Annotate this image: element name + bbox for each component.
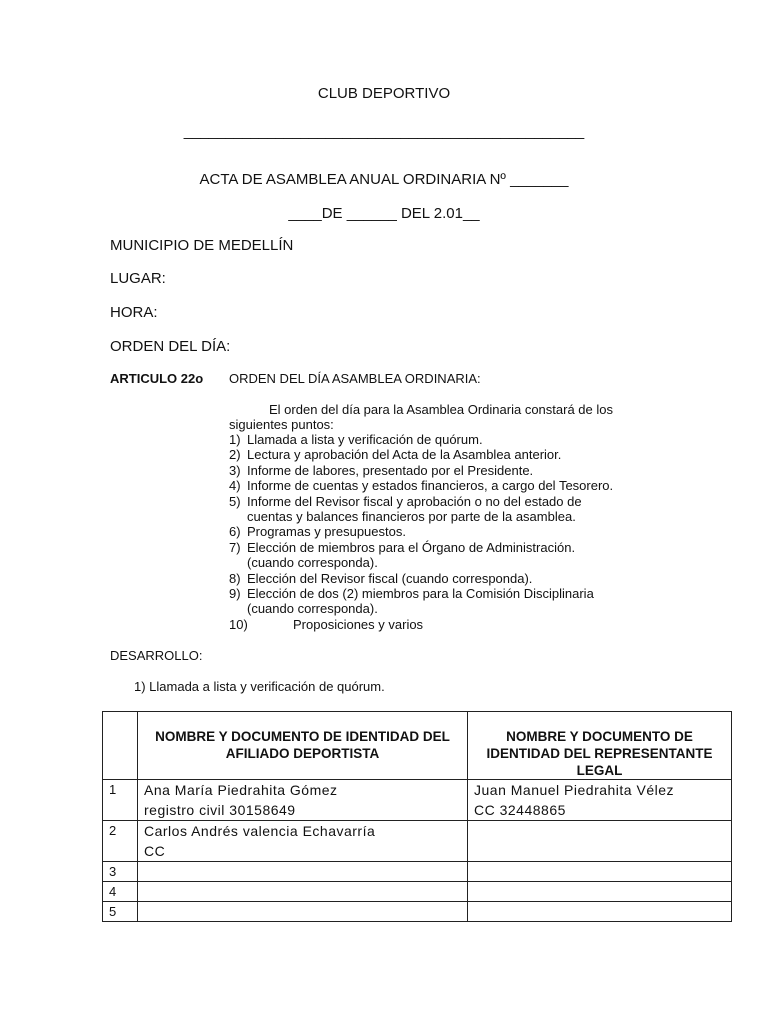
agenda-item-text: Elección del Revisor fiscal (cuando corresponda). [247,570,533,586]
representante-document: CC 32448865 [474,802,566,818]
agenda-item-text: Programas y presupuestos. [247,524,406,540]
afiliado-cell [138,902,468,922]
row-number: 4 [103,882,138,902]
afiliado-document: registro civil 30158649 [144,802,296,818]
attendance-table [102,711,732,922]
club-name-blank: ________________________________________________ [183,123,585,140]
hora-field: HORA: [110,304,158,321]
representante-cell [468,902,732,922]
acta-date-line: ____DE ______ DEL 2.01__ [288,205,480,222]
agenda-item-text: Elección de miembros para el Órgano de Administración. [247,539,576,555]
agenda-item-continuation: (cuando corresponda). [247,555,378,571]
agenda-item-num: 3) [229,462,241,478]
agenda-item-text: Lectura y aprobación del Acta de la Asamblea anterior. [247,447,562,463]
agenda-list [229,432,613,632]
acta-title: ACTA DE ASAMBLEA ANUAL ORDINARIA Nº _______ [199,171,569,188]
agenda-item-text: Informe del Revisor fiscal y aprobación o no del estado de [247,493,582,509]
afiliado-cell [138,882,468,902]
agenda-item-num: 5) [229,493,241,509]
representante-cell [468,862,732,882]
afiliado-name: Carlos Andrés valencia Echavarría [144,823,376,839]
row-number: 1 [103,780,138,821]
municipio-field: MUNICIPIO DE MEDELLÍN [110,237,294,254]
agenda-item-num: 7) [229,539,241,555]
articulo-intro: El orden del día para la Asamblea Ordinaria constará de los [269,402,613,417]
agenda-item-text: Proposiciones y varios [293,616,424,632]
row-number: 2 [103,821,138,862]
representante-cell [468,882,732,902]
agenda-item-num: 4) [229,478,241,494]
agenda-item-continuation: cuentas y balances financieros por parte de la asamblea. [247,509,576,525]
afiliado-cell [138,821,468,862]
table-header-num [103,712,138,780]
agenda-item-text: Llamada a lista y verificación de quórum. [247,432,483,447]
agenda-item-continuation: (cuando corresponda). [247,601,378,617]
articulo-label: ARTICULO 22o [110,371,204,386]
agenda-item [229,478,613,493]
agenda-item-num: 8) [229,570,241,586]
agenda-item-num: 10) [229,616,248,632]
agenda-item [229,571,613,586]
agenda-item [229,463,613,478]
orden-del-dia-field: ORDEN DEL DÍA: [110,338,231,355]
articulo-title: ORDEN DEL DÍA ASAMBLEA ORDINARIA: [229,371,481,386]
afiliado-name: Ana María Piedrahita Gómez [144,782,338,798]
afiliado-cell [138,862,468,882]
agenda-item [229,586,613,617]
agenda-item-num: 2) [229,447,241,463]
agenda-item-num: 6) [229,524,241,540]
row-number: 5 [103,902,138,922]
club-title: CLUB DEPORTIVO [317,85,451,102]
agenda-item-text: Informe de cuentas y estados financieros, a cargo del Tesorero. [247,478,614,494]
agenda-item-num: 9) [229,586,241,602]
row-number: 3 [103,862,138,882]
table-row [103,902,732,922]
articulo-intro-cont: siguientes puntos: [229,417,334,432]
table-header-representante: NOMBRE Y DOCUMENTO DE IDENTIDAD DEL REPRESENTANTE LEGAL [468,712,732,780]
table-row [103,862,732,882]
representante-name: Juan Manuel Piedrahita Vélez [474,782,675,798]
agenda-item [229,617,613,632]
lugar-field: LUGAR: [110,270,166,287]
table-header-afiliado: NOMBRE Y DOCUMENTO DE IDENTIDAD DEL AFILIADO DEPORTISTA [138,712,468,780]
table-row [103,821,732,862]
agenda-item [229,432,613,447]
table-row [103,882,732,902]
agenda-item-num: 1) [229,432,241,447]
representante-cell [468,780,732,821]
agenda-item [229,540,613,571]
agenda-item-text: Informe de labores, presentado por el Presidente. [247,462,534,478]
afiliado-cell [138,780,468,821]
afiliado-document: CC [144,843,166,859]
agenda-item [229,494,613,525]
agenda-item [229,524,613,539]
table-row [103,780,732,821]
desarrollo-label: DESARROLLO: [110,648,203,663]
agenda-item [229,447,613,462]
desarrollo-item: 1) Llamada a lista y verificación de quórum. [134,679,385,694]
representante-cell [468,821,732,862]
table-header-row [103,712,732,780]
agenda-item-text: Elección de dos (2) miembros para la Comisión Disciplinaria [247,586,594,602]
